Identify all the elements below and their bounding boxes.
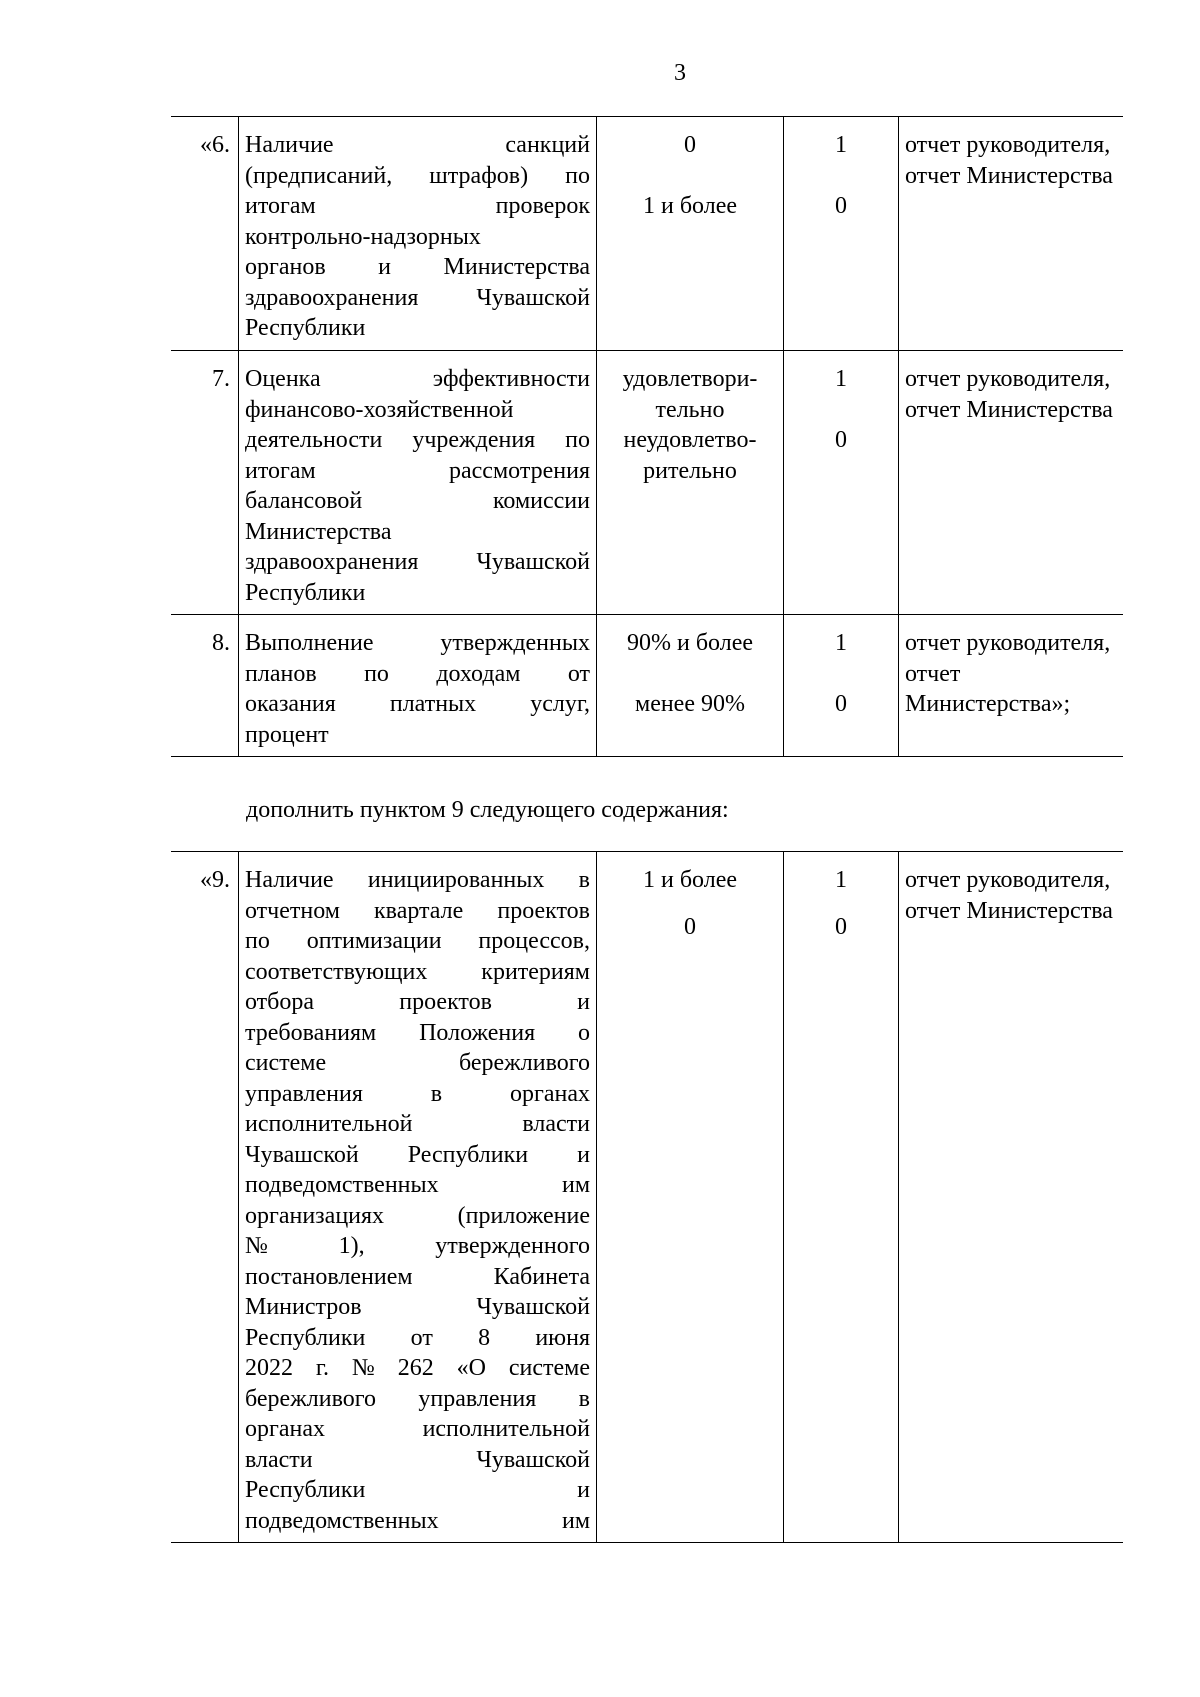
source-text: отчет Министерства [905, 162, 1113, 189]
indicator-name-word: № [351, 1355, 375, 1381]
indicator-name-word: Наличие [245, 132, 334, 158]
indicator-name [245, 117, 590, 344]
indicator-name-line [245, 456, 590, 487]
indicator-name-word: исполнительной [422, 1416, 590, 1442]
row-number: 8. [212, 630, 230, 656]
indicator-name-line [245, 1475, 590, 1506]
indicator-name-word: здравоохранения [245, 284, 419, 311]
indicator-name-word: управления [418, 1385, 537, 1412]
value-text: менее 90% [635, 691, 745, 717]
row-number: «6. [200, 132, 230, 158]
source-text: отчет руководителя, [905, 132, 1111, 158]
indicator-name-word: по [565, 162, 590, 189]
indicator-name-line [245, 1414, 590, 1445]
indicator-name-word: управления [245, 1080, 363, 1107]
indicator-name-word: 2022 [245, 1355, 293, 1381]
indicator-name-word: итогам [245, 457, 316, 484]
value-text: тельно [655, 396, 725, 423]
amendment-paragraph: дополнить пунктом 9 следующего содержания: [246, 797, 729, 823]
table-row [171, 351, 1123, 615]
indicator-name-word: требованиям [245, 1019, 377, 1046]
indicator-name-word: по [245, 928, 270, 954]
indicator-name-word: платных [389, 691, 477, 717]
indicator-name-word: Кабинета [493, 1263, 590, 1290]
row-number-cell [171, 117, 239, 351]
score-text: 0 [835, 427, 847, 453]
indicator-name-line: Республики [245, 579, 366, 606]
value-text: 90% и более [626, 630, 753, 656]
indicator-name-word: и [577, 1141, 590, 1168]
indicator-name-word: органах [510, 1080, 590, 1107]
indicator-name-line [245, 1048, 590, 1079]
indicator-name-word: 1), [338, 1233, 365, 1259]
indicator-name-line [245, 628, 590, 659]
source-cell [899, 852, 1124, 1543]
indicator-name-word: итогам [245, 193, 316, 219]
value-text: 0 [684, 132, 696, 158]
indicator-name-word: оказания [245, 691, 336, 717]
indicator-name-word: исполнительной [245, 1111, 413, 1137]
table-row [171, 117, 1123, 351]
indicator-name-line [245, 1262, 590, 1293]
indicator-name-word: комиссии [492, 488, 590, 514]
indicator-name-cell [239, 615, 597, 757]
indicator-name-word: г. [315, 1355, 330, 1381]
indicator-name-word: им [561, 1507, 590, 1534]
source-text: отчет руководителя, [905, 630, 1111, 656]
indicator-name-word: балансовой [245, 488, 363, 514]
indicator-name-line [245, 1231, 590, 1262]
indicator-name-word: Республики [245, 1324, 366, 1351]
indicator-name-line [245, 1353, 590, 1384]
indicator-name-line [245, 547, 590, 578]
indicator-name-word: соответствующих [245, 958, 428, 985]
indicator-name-word: постановлением [245, 1263, 413, 1290]
source-text: отчет [905, 660, 961, 687]
indicator-name-word: Чувашской [476, 284, 590, 311]
indicator-name-line [245, 1079, 590, 1110]
indicator-name-word: от [410, 1324, 433, 1351]
source-text: Министерства»; [905, 691, 1071, 717]
source-cell [899, 117, 1124, 351]
indicator-name-line [245, 1445, 590, 1476]
indicator-name-word: (предписаний, [245, 162, 393, 189]
indicator-name-line [245, 1506, 590, 1537]
indicator-name-line [245, 926, 590, 957]
indicator-name-line [245, 1018, 590, 1049]
score-text: 0 [835, 193, 847, 219]
indicator-name-word: бережливого [245, 1385, 377, 1412]
indicator-name-cell [239, 351, 597, 615]
row-number: «9. [200, 867, 230, 893]
indicator-name-word: утвержденного [435, 1233, 590, 1259]
table-row [171, 852, 1123, 1543]
indicator-name-line [245, 252, 590, 283]
indicator-name-word: Министров [245, 1294, 362, 1320]
indicator-name-word: рассмотрения [449, 457, 590, 484]
source-cell [899, 351, 1124, 615]
indicator-name-line [245, 1140, 590, 1171]
indicator-name [245, 615, 590, 750]
indicator-name-word: в [578, 1385, 590, 1412]
indicator-name-word: доходам [436, 660, 521, 687]
value-text: 1 и более [642, 867, 738, 893]
indicator-name-line: Министерства [245, 518, 392, 545]
indicator-name-line [245, 896, 590, 927]
indicator-name [245, 351, 590, 608]
indicator-name-line [245, 283, 590, 314]
source-text: отчет руководителя, [905, 366, 1111, 392]
indicator-name-word: органах [245, 1416, 325, 1442]
value-text: неудовлетво- [623, 427, 757, 453]
indicator-name-word: деятельности [245, 427, 383, 453]
indicator-name-word: проектов [497, 897, 590, 924]
indicator-name-word: июня [535, 1324, 590, 1351]
indicator-name-cell [239, 117, 597, 351]
indicator-name-line [245, 1201, 590, 1232]
indicator-name [245, 852, 590, 1536]
score-text: 1 [835, 366, 847, 392]
indicator-name-line [245, 957, 590, 988]
row-number-cell [171, 615, 239, 757]
indicator-name-word: Чувашской [476, 1446, 590, 1473]
indicator-name-word: Министерства [443, 254, 590, 280]
score-cell [784, 852, 899, 1543]
indicator-name-line [245, 486, 590, 517]
indicator-name-line [245, 364, 590, 395]
score-text: 1 [835, 132, 847, 158]
indicator-name-line [245, 987, 590, 1018]
source-text: отчет Министерства [905, 897, 1113, 924]
indicator-name-word: Республики [245, 1477, 366, 1503]
indicator-name-word: по [565, 427, 590, 453]
source-cell [899, 615, 1124, 757]
value-text: удовлетвори- [622, 366, 758, 392]
indicator-name-word: Чувашской [245, 1141, 359, 1168]
score-text: 1 [835, 867, 847, 893]
indicator-name-word: Выполнение [245, 630, 374, 656]
indicator-name-line: процент [245, 721, 329, 748]
indicator-name-word: власти [245, 1446, 313, 1473]
indicator-name-word: отчетном [245, 897, 340, 924]
indicator-name-line [245, 1292, 590, 1323]
indicator-name-word: услуг, [530, 691, 590, 717]
indicator-name-line [245, 689, 590, 720]
value-text: 1 и более [642, 193, 738, 219]
indicator-name-word: учреждения [412, 427, 536, 453]
score-cell [784, 117, 899, 351]
indicator-name-word: (приложение [457, 1202, 590, 1229]
indicator-name-word: 8 [478, 1324, 491, 1351]
indicator-name-line [245, 1323, 590, 1354]
row-number-cell [171, 351, 239, 615]
indicator-name-word: критериям [481, 958, 590, 985]
indicator-name-line [245, 659, 590, 690]
indicator-name-line [245, 191, 590, 222]
indicator-name-word: инициированных [367, 867, 545, 893]
indicator-name-word: Оценка [245, 366, 321, 392]
indicator-name-line [245, 130, 590, 161]
indicator-name-word: здравоохранения [245, 549, 419, 575]
indicator-name-line [245, 1384, 590, 1415]
indicator-name-word: Положения [419, 1019, 536, 1046]
indicator-name-line: финансово-хозяйственной [245, 396, 514, 423]
indicator-name-word: подведомственных [245, 1507, 439, 1534]
indicator-name-word: Чувашской [476, 549, 590, 575]
source-text: отчет Министерства [905, 396, 1113, 423]
indicator-name-word: эффективности [432, 366, 590, 392]
value-cell [597, 615, 784, 757]
indicator-name-word: организациях [245, 1202, 385, 1229]
indicator-name-word: санкций [505, 132, 590, 158]
indicator-name-word: и [378, 254, 392, 280]
indicator-name-word: № [245, 1233, 268, 1259]
value-text: рительно [643, 457, 737, 484]
indicator-name-word: по [364, 660, 389, 687]
indicator-name-line [245, 1170, 590, 1201]
indicator-name-word: отбора [245, 989, 315, 1015]
indicator-name-line [245, 1109, 590, 1140]
indicator-name-word: Наличие [245, 867, 334, 893]
indicator-name-word: подведомственных [245, 1172, 439, 1198]
value-cell [597, 351, 784, 615]
score-text: 0 [835, 913, 847, 940]
indicator-name-word: и [577, 989, 590, 1015]
indicator-name-line: Республики [245, 315, 366, 341]
indicator-name-word: Чувашской [476, 1294, 590, 1320]
source-text: отчет руководителя, [905, 867, 1111, 893]
indicator-name-word: системе [508, 1355, 590, 1381]
indicator-name-cell [239, 852, 597, 1543]
indicator-name-line [245, 161, 590, 192]
indicator-name-word: от [567, 660, 590, 687]
indicators-table-2 [171, 851, 1123, 1543]
indicator-name-word: бережливого [458, 1050, 590, 1076]
value-text: 0 [684, 913, 696, 940]
indicator-name-word: утвержденных [440, 630, 590, 656]
indicator-name-word: оптимизации [306, 928, 442, 954]
indicator-name-word: процессов, [478, 928, 590, 954]
row-number-cell [171, 852, 239, 1543]
score-cell [784, 351, 899, 615]
page-number: 3 [674, 60, 686, 86]
indicator-name-word: проектов [399, 989, 492, 1015]
indicator-name-line [245, 865, 590, 896]
indicator-name-word: о [578, 1019, 590, 1046]
value-cell [597, 117, 784, 351]
indicator-name-word: системе [245, 1050, 327, 1076]
indicator-name-word: Республики [407, 1141, 529, 1168]
indicators-table-1 [171, 116, 1123, 757]
indicator-name-word: проверок [495, 193, 590, 219]
indicator-name-word: 262 [397, 1355, 434, 1381]
indicator-name-word: органов [245, 254, 326, 280]
indicator-name-line [245, 425, 590, 456]
indicator-name-word: им [561, 1172, 590, 1198]
indicator-name-word: планов [245, 660, 317, 687]
score-text: 1 [835, 630, 847, 656]
table-row [171, 615, 1123, 757]
row-number: 7. [212, 366, 230, 392]
indicator-name-word: штрафов) [429, 162, 529, 189]
indicator-name-word: в [430, 1080, 443, 1107]
indicator-name-word: в [578, 867, 590, 893]
score-cell [784, 615, 899, 757]
indicator-name-word: квартале [374, 897, 464, 924]
indicator-name-word: «О [456, 1355, 486, 1381]
score-text: 0 [835, 691, 847, 717]
indicator-name-word: и [577, 1477, 590, 1503]
indicator-name-word: власти [522, 1111, 590, 1137]
value-cell [597, 852, 784, 1543]
indicator-name-line: контрольно-надзорных [245, 223, 481, 250]
